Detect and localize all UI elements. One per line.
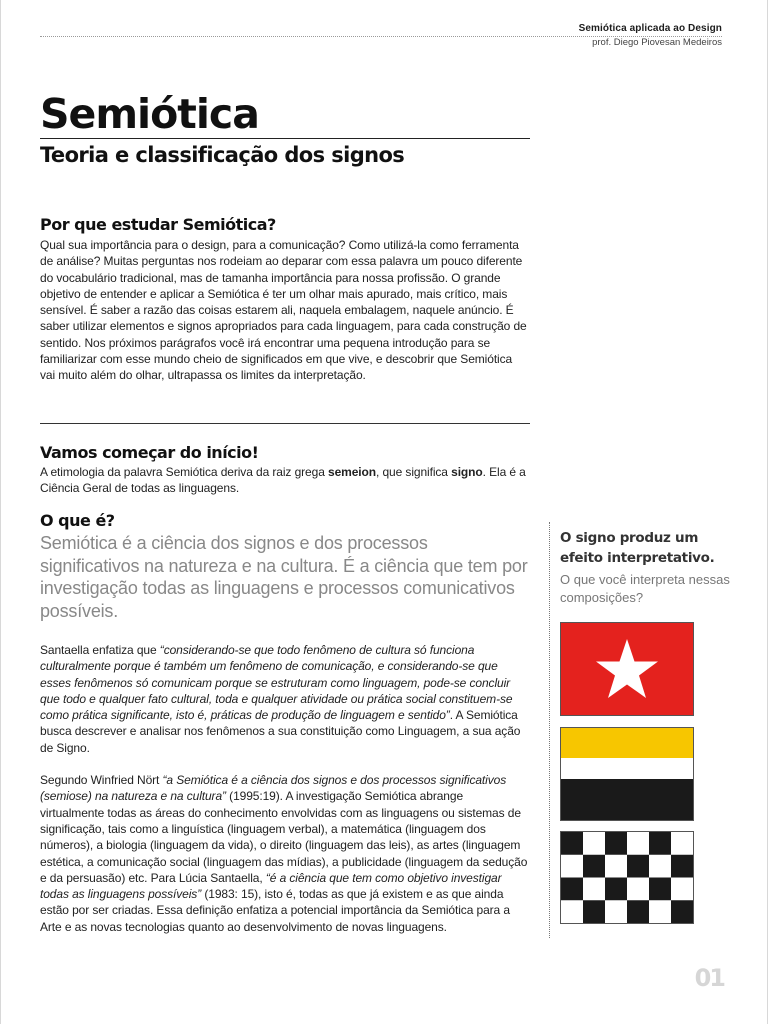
sidebar-question: O que você interpreta nessas composições?	[560, 572, 730, 605]
checker-square	[627, 878, 649, 901]
striped-composition	[560, 727, 694, 821]
section-what	[40, 511, 530, 935]
checker-square	[561, 900, 583, 923]
section-start-heading: Vamos começar do início!	[40, 443, 259, 462]
checker-square	[561, 855, 583, 878]
section-what-heading: O que é?	[40, 511, 115, 530]
etymology-text-1: A etimologia da palavra Semiótica deriva da raiz grega	[40, 465, 328, 479]
white-stripe	[561, 758, 693, 779]
paragraph-santaella-rest: . A Semiótica busca descrever e analisar nos fenômenos a sua constituição como Linguagem, a sua ação de Signo.	[40, 708, 521, 755]
paragraph-nort-end: (1983: 15), isto é, todas as que já existem e as que ainda estão por ser criadas. Essa definição enfatiza a potencial importância da Semiótica para a Arte e as novas tecnologias quanto ao desenvolvimento de novas linguagens.	[40, 887, 510, 934]
sidebar-dotted-rule	[549, 522, 550, 938]
checker-square	[671, 878, 693, 901]
checker-square	[649, 855, 671, 878]
yellow-stripe	[561, 728, 693, 758]
checker-square	[561, 878, 583, 901]
header-author: prof. Diego Piovesan Medeiros	[592, 37, 722, 48]
section-start	[40, 443, 530, 497]
checker-square	[671, 832, 693, 855]
checker-square	[649, 900, 671, 923]
checker-square	[605, 878, 627, 901]
checker-square	[605, 900, 627, 923]
title-block	[40, 90, 530, 170]
checker-square	[627, 832, 649, 855]
section-why	[40, 215, 530, 384]
paragraph-nort-mid: (1995:19). A investigação Semiótica abrange virtualmente todas as áreas do conhecimento envolvidas com as linguagens ou sistemas de significação, tais como a linguística (linguagem verbal), a matemática (linguagem dos números), a biologia (linguagem da vida), o direito (linguagem das leis), as artes (linguagem estética, a comunicação social (linguagem das mídias), a publicidade (linguagem da sedução e da persuasão) etc. Para Lúcia Santaella,	[40, 789, 528, 885]
checker-square	[583, 900, 605, 923]
star-icon	[561, 623, 693, 715]
header-dotted-rule	[40, 36, 722, 37]
page-title: Semiótica	[40, 90, 259, 138]
paragraph-nort-quote: “a Semiótica é a ciência dos signos e dos processos significativos (semiose) na natureza e na cultura”	[40, 773, 507, 804]
checker-square	[583, 878, 605, 901]
sidebar	[560, 528, 730, 607]
page-subtitle: Teoria e classificação dos signos	[40, 143, 405, 167]
section-divider	[40, 423, 530, 424]
checker-square	[583, 855, 605, 878]
paragraph-santaella-intro: Santaella enfatiza que	[40, 643, 160, 657]
section-what-lead: Semiótica é a ciência dos signos e dos processos significativos na natureza e na cultura. É a ciência que tem por investigação todas as linguagens e processos comunicativos possíveis.	[40, 533, 528, 621]
etymology-signo: signo	[451, 465, 483, 479]
section-why-heading: Por que estudar Semiótica?	[40, 215, 276, 234]
paragraph-nort	[40, 772, 530, 935]
black-stripe	[561, 779, 693, 820]
section-why-text: Qual sua importância para o design, para a comunicação? Como utilizá-la como ferramenta de análise? Muitas perguntas nos rodeiam ao deparar com essa palavra um pouco diferente do vocabulário tradicional, mas de tamanha importância para nossa profissão. O grande objetivo de entender e aplicar a Semiótica é ter um olhar mais apurado, mais crítico, mais sensível. É saber a razão das coisas estarem ali, naquela embalagem, naquele anúncio. É saber utilizar elementos e signos apropriados para cada linguagem, para cada construção de sentido. Nos próximos parágrafos você irá encontrar uma pequena introdução para se familiarizar com esse mundo cheio de significados em que vive, e descobrir que Semiótica vai muito além do olhar, ultrapassa os limites da interpretação.	[40, 238, 527, 383]
etymology-text-2: , que significa	[376, 465, 452, 479]
paragraph-santaella-quote: “considerando-se que todo fenômeno de cultura só funciona culturalmente porque é também um fenômeno de comunicação, e considerando-se que esses fenômenos só comunicam porque se estruturam como linguagem, pode-se concluir que todo e qualquer fato cultural, toda e qualquer atividade ou prática social constituem-se como prática significante, isto é, práticas de produção de linguagem e sentido”	[40, 643, 513, 723]
checker-square	[605, 855, 627, 878]
checker-square	[627, 855, 649, 878]
checker-square	[671, 900, 693, 923]
paragraph-santaella	[40, 642, 530, 756]
checker-square	[627, 900, 649, 923]
section-start-text	[40, 464, 530, 497]
checker-square	[671, 855, 693, 878]
etymology-semeion: semeion	[328, 465, 376, 479]
etymology-text-3: . Ela é a Ciência Geral de todas as linguagens.	[40, 465, 526, 496]
sidebar-heading: O signo produz um efeito interpretativo.	[560, 530, 715, 566]
checker-square	[649, 832, 671, 855]
checker-square	[649, 878, 671, 901]
checkerboard-composition	[560, 831, 694, 924]
checker-square	[583, 832, 605, 855]
checkerboard-pattern	[561, 832, 693, 923]
red-star-composition	[560, 622, 694, 716]
checker-square	[605, 832, 627, 855]
paragraph-santaella-quote-2: “é a ciência que tem como objetivo investigar todas as linguagens possíveis”	[40, 870, 502, 902]
header-title: Semiótica aplicada ao Design	[578, 23, 722, 34]
page-number: 01	[694, 964, 724, 992]
checker-square	[561, 832, 583, 855]
paragraph-nort-intro: Segundo Winfried Nört	[40, 773, 163, 788]
title-rule	[40, 138, 530, 139]
